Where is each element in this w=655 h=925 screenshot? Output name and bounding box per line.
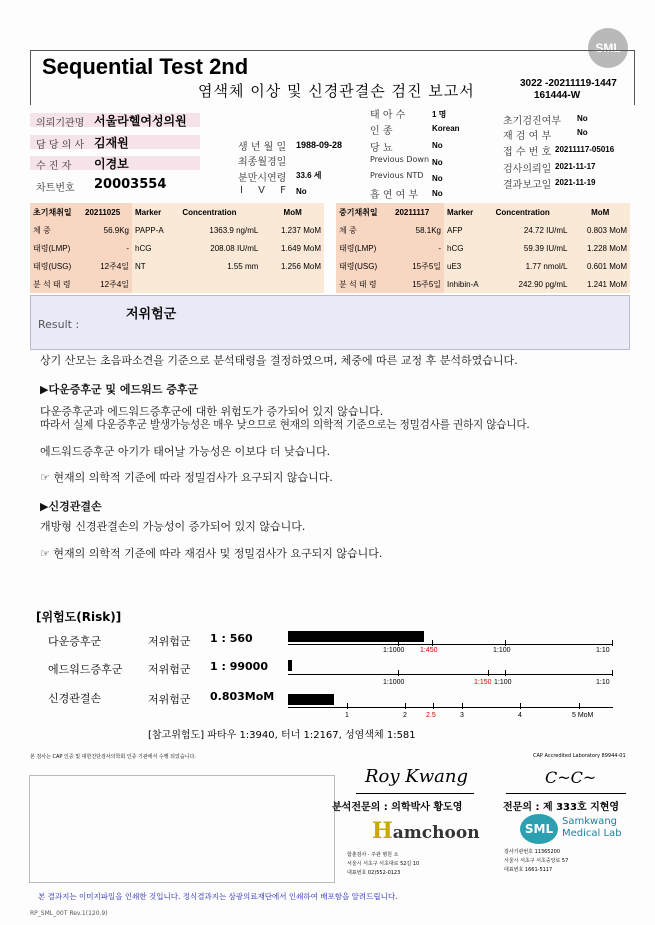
cell: 0.601 MoM <box>570 257 630 275</box>
tick <box>612 640 613 646</box>
sml-logo: SML <box>588 28 628 68</box>
cell: 태령(USG) <box>336 257 392 275</box>
examinee-value: 이경보 <box>94 157 129 171</box>
report-title: Sequential Test 2nd <box>42 54 249 79</box>
hospital-label: 의뢰기관명 <box>36 118 85 129</box>
cell: - <box>82 239 132 257</box>
cell: 1.55 mm <box>179 257 261 275</box>
dm-value: No <box>432 141 443 150</box>
addr-line: 함춘검사 · 주관 병원 소 <box>347 852 399 858</box>
risk-ntd-axis <box>288 707 613 708</box>
fetus-value: 1 명 <box>432 110 447 119</box>
tick <box>398 670 399 676</box>
form-number: RP_SML_00T Rev.1(120.9) <box>30 910 108 917</box>
text-p2: 다운증후군과 에드워드증후군에 대한 위험도가 증가되어 있지 않습니다. <box>40 405 384 418</box>
cell: 1363.9 ng/mL <box>179 221 261 239</box>
dob-value: 1988-09-28 <box>296 140 343 150</box>
hamchoon-address <box>347 851 419 878</box>
result-box <box>30 295 630 350</box>
risk-down-bar <box>288 631 424 642</box>
addr-line: 대표번호 02)552-0123 <box>347 870 401 876</box>
cell: 208.08 IU/mL <box>179 239 261 257</box>
tick-label: 1:450 <box>420 647 438 654</box>
tick-label: 2 <box>403 712 407 719</box>
comment-box <box>29 775 335 883</box>
req-value: 2021-11-17 <box>555 162 596 171</box>
cell: MoM <box>261 203 324 221</box>
rep-value: 2021-11-19 <box>555 178 596 187</box>
tick <box>520 703 521 709</box>
cell: 0.803 MoM <box>570 221 630 239</box>
tick-label: 1:150 <box>474 679 492 686</box>
risk-edw-level: 저위험군 <box>148 663 191 676</box>
risk-down-value: 1 : 560 <box>210 632 253 645</box>
tick <box>432 640 433 646</box>
risk-down-name: 다운증후군 <box>48 635 102 648</box>
tick-label: 1:100 <box>493 647 511 654</box>
result-label: Result : <box>38 318 80 331</box>
cell: Concentration <box>179 203 261 221</box>
hospital-value: 서울라헬여성의원 <box>94 114 187 128</box>
tick-label: 1:10 <box>596 647 610 654</box>
hamchoon-logo: Hamchoon <box>372 818 480 844</box>
cell: 체 중 <box>30 221 82 239</box>
retest-value: No <box>577 128 588 137</box>
addr-line: 대표번호 1661-5117 <box>504 867 553 873</box>
sml-name-2: Medical Lab <box>562 828 622 839</box>
race-value: Korean <box>432 124 460 133</box>
tick-label: 5 MoM <box>572 712 594 719</box>
text-heading-down: ▶다운증후군 및 에드워드 증후군 <box>40 383 199 396</box>
cell: 59.39 IU/mL <box>493 239 571 257</box>
signature-1: Roy Kwang <box>365 766 468 787</box>
prevntd-label: Previous NTD <box>370 171 424 180</box>
tick <box>405 703 406 709</box>
risk-down-level: 저위험군 <box>148 635 191 648</box>
smoke-label: 흡 연 여 부 <box>370 190 419 201</box>
doctor-label: 담 당 의 사 <box>36 140 85 151</box>
dm-label: 당 뇨 <box>370 143 393 154</box>
cell: 1.228 MoM <box>570 239 630 257</box>
cell: 태령(LMP) <box>30 239 82 257</box>
report-number-line2: 161444-W <box>534 90 581 101</box>
cell: hCG <box>132 239 179 257</box>
fetus-label: 태 아 수 <box>370 110 406 121</box>
text-heading-ntd: ▶신경관결손 <box>40 500 102 513</box>
tick <box>462 703 463 709</box>
cell: 24.72 IU/mL <box>493 221 571 239</box>
tick-label: 1:10 <box>596 679 610 686</box>
age-value: 33.6 세 <box>296 171 322 180</box>
firstscreen-value: No <box>577 114 588 123</box>
receipt-value: 20211117-05016 <box>555 145 615 154</box>
cell: 242.90 pg/mL <box>493 275 571 293</box>
cell: 1.649 MoM <box>261 239 324 257</box>
prevdown-value: No <box>432 158 443 167</box>
cell: NT <box>132 257 179 275</box>
risk-ntd-bar <box>288 694 334 705</box>
chart-label: 차트번호 <box>36 183 75 194</box>
prevntd-value: No <box>432 174 443 183</box>
cell: AFP <box>444 221 493 239</box>
risk-title: [위험도(Risk)] <box>36 610 122 624</box>
lmp-label: 최종월경일 <box>238 157 287 168</box>
cell: PAPP-A <box>132 221 179 239</box>
text-p5: ☞ 현재의 의학적 기준에 따라 정밀검사가 요구되지 않습니다. <box>40 471 333 484</box>
cell: Inhibin-A <box>444 275 493 293</box>
cell: 12주4일 <box>82 257 132 275</box>
risk-ntd-level: 저위험군 <box>148 693 191 706</box>
text-p4: 에드워드증후군 아기가 태어날 가능성은 이보다 더 낮습니다. <box>40 445 331 458</box>
tick <box>505 670 506 676</box>
text-p6: 개방형 신경관결손의 가능성이 증가되어 있지 않습니다. <box>40 520 306 533</box>
addr-line: 검사기관번호 11365200 <box>504 849 561 855</box>
cell: 체 중 <box>336 221 392 239</box>
report-number-line1: 3022 -20211119-1447 <box>520 78 617 89</box>
doctor-value: 김재원 <box>94 136 129 150</box>
cell: Marker <box>444 203 493 221</box>
cell: 중기채취일 <box>336 203 392 221</box>
sml-address <box>504 848 568 875</box>
tick <box>505 640 506 646</box>
cell: 58.1Kg <box>392 221 444 239</box>
addr-line: 서울시 서초구 서초대로 52길 10 <box>347 861 420 867</box>
ivf-label: I V F <box>240 185 292 196</box>
sig1-label: 분석전문의 : 의학박사 황도영 <box>332 802 463 813</box>
ivf-value: No <box>296 187 307 196</box>
req-label: 검사의뢰일 <box>503 164 552 175</box>
prevdown-label: Previous Down <box>370 155 430 164</box>
cell: hCG <box>444 239 493 257</box>
risk-down-axis <box>288 644 613 645</box>
bottom-notice: 본 결과지는 이미지파일을 인쇄한 것입니다. 정식결과지는 삼광의료재단에서 인쇄하여 배포함을 알려드립니다. <box>38 892 398 901</box>
report-number <box>520 78 617 102</box>
cell: 20211025 <box>82 203 132 221</box>
risk-edw-value: 1 : 99000 <box>210 660 268 673</box>
cell: - <box>392 239 444 257</box>
smoke-value: No <box>432 189 443 198</box>
tick-label: 2.5 <box>426 712 436 719</box>
dob-label: 생 년 월 일 <box>238 142 287 153</box>
cell: 1.77 nmol/L <box>493 257 571 275</box>
risk-edw-bar <box>288 660 292 671</box>
risk-ntd-value: 0.803MoM <box>210 690 275 703</box>
sml-footer-logo: SML <box>520 814 558 844</box>
cell: 56.9Kg <box>82 221 132 239</box>
risk-edw-name: 에드워드증후군 <box>48 663 123 676</box>
cell: 태령(USG) <box>30 257 82 275</box>
addr-line: 서울시 서초구 서초중앙로 57 <box>504 858 569 864</box>
tick-label: 1:100 <box>494 679 512 686</box>
cell: 초기채취일 <box>30 203 82 221</box>
sml-name-1: Samkwang <box>562 816 617 827</box>
risk-ntd-name: 신경관결손 <box>48 692 102 705</box>
tick <box>347 703 348 709</box>
chart-value: 20003554 <box>94 177 167 192</box>
firstscreen-label: 초기검진여부 <box>503 116 561 127</box>
tick-label: 3 <box>460 712 464 719</box>
text-p3: 따라서 실제 다운증후군 발생가능성은 매우 낮으므로 현재의 의학적 기준으로는 정밀검사를 권하지 않습니다. <box>40 419 530 431</box>
cell: 12주4일 <box>82 275 132 293</box>
retest-label: 재 검 여 부 <box>503 131 552 142</box>
cell: 1.237 MoM <box>261 221 324 239</box>
receipt-label: 접 수 번 호 <box>503 147 552 158</box>
text-p7: ☞ 현재의 의학적 기준에 따라 재검사 및 정밀검사가 요구되지 않습니다. <box>40 547 383 560</box>
risk-edw-axis <box>288 674 613 675</box>
tick <box>488 670 489 676</box>
cell: uE3 <box>444 257 493 275</box>
cell: 분 석 태 령 <box>30 275 82 293</box>
second-trimester-table <box>336 203 630 293</box>
tick <box>398 640 399 646</box>
tick-label: 1:1000 <box>383 647 405 654</box>
sig2-label: 전문의 : 제 333호 지현영 <box>503 802 620 813</box>
cell: 1.256 MoM <box>261 257 324 275</box>
rep-label: 결과보고일 <box>503 180 552 191</box>
first-trimester-table <box>30 203 324 293</box>
cell: 분 석 태 령 <box>336 275 392 293</box>
examinee-label: 수 진 자 <box>36 161 72 172</box>
cap-note: CAP Accredited Laboratory 89944-01 <box>533 753 626 759</box>
age-label: 분만시연령 <box>238 173 287 184</box>
result-value: 저위험군 <box>126 307 177 322</box>
cell: 20211117 <box>392 203 444 221</box>
race-label: 인 종 <box>370 126 393 137</box>
cell: 태령(LMP) <box>336 239 392 257</box>
tick-label: 1:1000 <box>383 679 405 686</box>
tick-label: 4 <box>518 712 522 719</box>
cell: 1.241 MoM <box>570 275 630 293</box>
cell: Marker <box>132 203 179 221</box>
cert-note: 본 검사는 CAP 인증 및 대한진단검사의학회 인증 기관에서 수행 되었습니다. <box>30 754 196 760</box>
tick <box>433 703 434 709</box>
sml-footer-name <box>562 816 622 840</box>
tick <box>579 703 580 709</box>
tick-label: 1 <box>345 712 349 719</box>
signature-2: C~C~ <box>545 768 597 787</box>
text-p1: 상기 산모는 초음파소견을 기준으로 분석태령을 결정하였으며, 체중에 따른 교정 후 분석하였습니다. <box>40 354 518 367</box>
report-subtitle: 염색체 이상 및 신경관결손 검진 보고서 <box>198 82 475 100</box>
cell: 15주5일 <box>392 257 444 275</box>
cell: 15주5일 <box>392 275 444 293</box>
cell: MoM <box>570 203 630 221</box>
tick <box>612 670 613 676</box>
cell: Concentration <box>493 203 571 221</box>
reference-risk: [참고위험도] 파타우 1:3940, 터너 1:2167, 성염색체 1:581 <box>148 730 416 741</box>
